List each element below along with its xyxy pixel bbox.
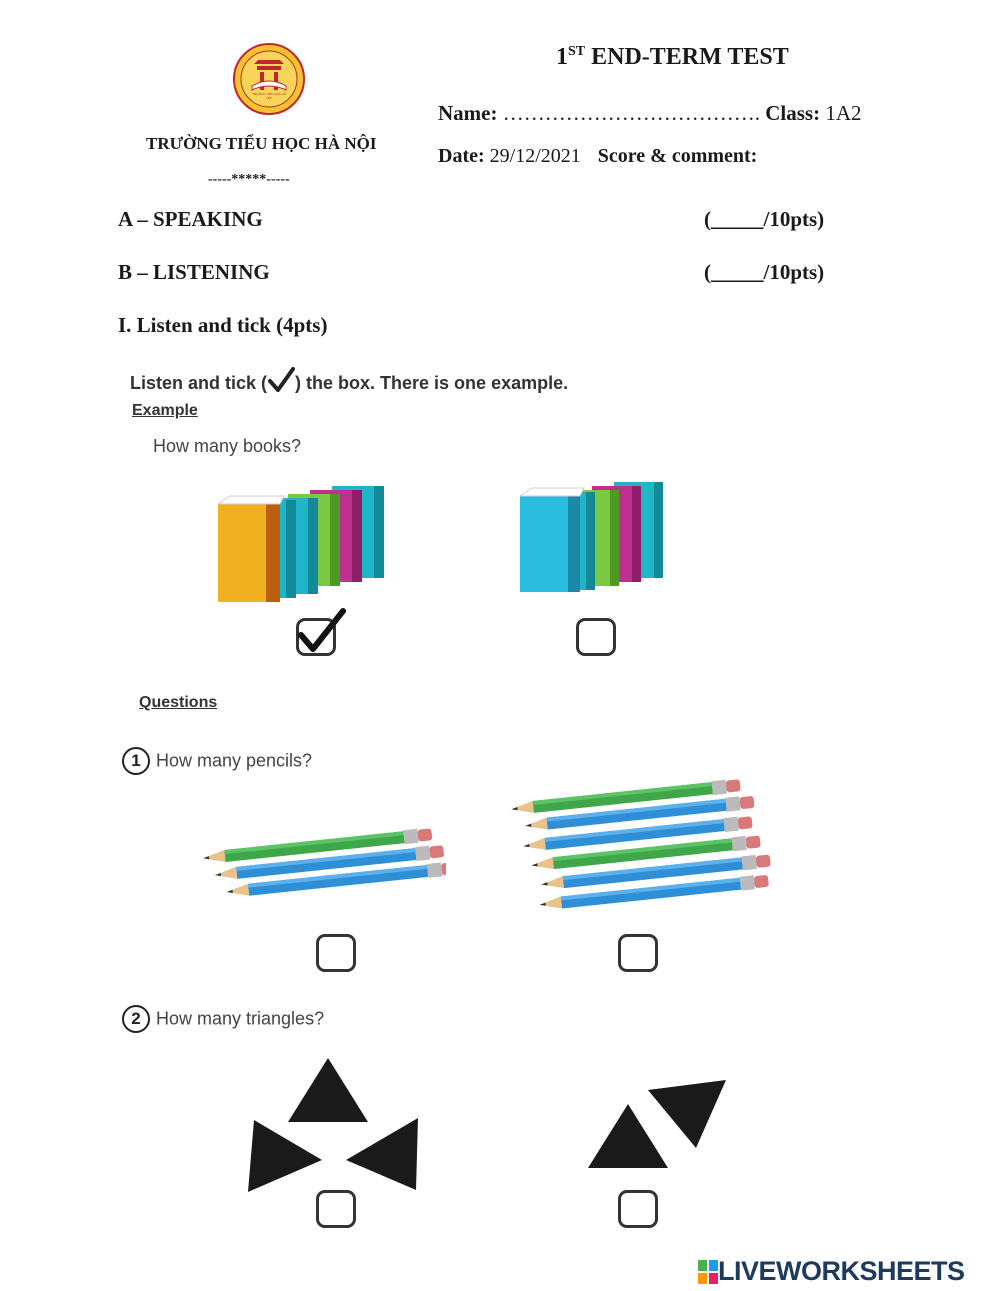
- example-checkbox-five-books[interactable]: [576, 618, 616, 656]
- triangles-three-image: [246, 1056, 422, 1196]
- class-label: Class:: [765, 101, 821, 125]
- check-mark-icon: [295, 605, 349, 659]
- pencils-six-image: [508, 772, 772, 920]
- question-1: [122, 747, 312, 775]
- triangles-two-image: [584, 1076, 730, 1172]
- school-name: TRƯỜNG TIỂU HỌC HÀ NỘI: [146, 134, 377, 153]
- school-logo: [232, 42, 306, 116]
- test-number: 1: [556, 44, 568, 70]
- listening-score: (_____/10pts): [704, 260, 825, 284]
- listening-title: B – LISTENING: [118, 260, 270, 284]
- q2-checkbox-three-triangles[interactable]: [316, 1190, 356, 1228]
- instruction-after: ) the box. There is one example.: [295, 373, 569, 393]
- books-six-image: [214, 482, 390, 606]
- school-logo-text: TRƯỜNG TIỂU HỌC HÀ NỘI: [252, 92, 286, 100]
- instruction-line: [130, 367, 568, 394]
- questions-label: Questions: [139, 694, 218, 711]
- question-number-badge: 1: [122, 747, 150, 775]
- question-2: [122, 1005, 324, 1033]
- name-label: Name:: [438, 101, 498, 125]
- date-line: [438, 145, 757, 168]
- q1-checkbox-six-pencils[interactable]: [618, 934, 658, 972]
- question-text: How many triangles?: [156, 1008, 325, 1029]
- q2-checkbox-two-triangles[interactable]: [618, 1190, 658, 1228]
- class-value: 1A2: [825, 101, 862, 125]
- school-divider: -----*****-----: [208, 172, 290, 187]
- name-field[interactable]: ……………………………….: [502, 101, 760, 125]
- name-line: [438, 101, 862, 126]
- q1-checkbox-three-pencils[interactable]: [316, 934, 356, 972]
- liveworksheets-text: LIVEWORKSHEETS: [718, 1256, 965, 1286]
- books-five-image: [516, 478, 666, 596]
- liveworksheets-logo: [698, 1256, 965, 1286]
- tick-icon: [267, 367, 295, 393]
- score-label: Score & comment:: [597, 145, 758, 167]
- date-label: Date:: [438, 145, 485, 167]
- part1-title: I. Listen and tick (4pts): [118, 313, 328, 337]
- date-value: 29/12/2021: [489, 145, 581, 167]
- example-label: Example: [132, 402, 198, 419]
- question-number-badge: 2: [122, 1005, 150, 1033]
- speaking-title: A – SPEAKING: [118, 207, 263, 231]
- liveworksheets-badge: [698, 1260, 718, 1284]
- test-superscript: ST: [568, 44, 586, 59]
- test-title-text: END-TERM TEST: [591, 44, 789, 70]
- speaking-score: (_____/10pts): [704, 207, 825, 231]
- example-question: How many books?: [153, 436, 302, 456]
- test-title: [556, 44, 789, 71]
- question-text: How many pencils?: [156, 750, 313, 771]
- example-checkbox-six-books[interactable]: [296, 618, 336, 656]
- pencils-three-image: [196, 816, 446, 906]
- instruction-before: Listen and tick (: [130, 373, 268, 393]
